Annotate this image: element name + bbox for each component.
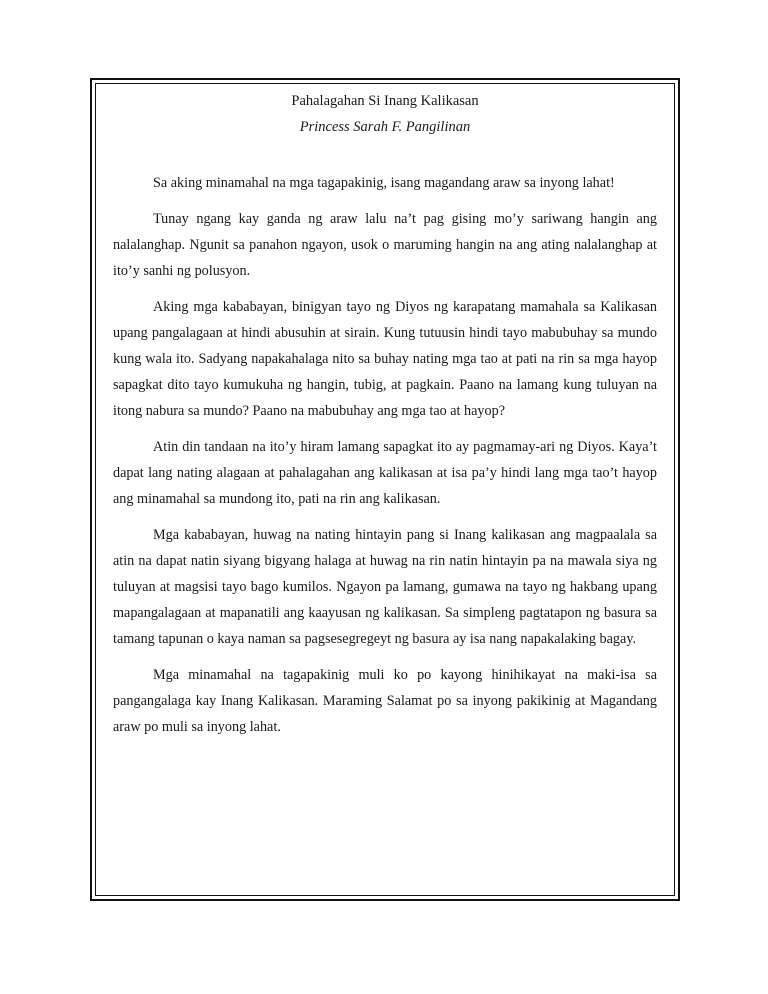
paragraph-closing: Mga minamahal na tagapakinig muli ko po kayong hinihikayat na maki-isa sa pangangalaga kay Inang Kalikasan. Maraming Salamat po sa inyong pakikinig at Magandang araw po muli sa inyong lahat. [113,667,657,735]
paragraph-4: Atin din tandaan na ito’y hiram lamang sapagkat ito ay pagmamay-ari ng Diyos. Kaya’t dapat lang nating alagaan at pahalagahan ang kalikasan at isa pa’y hindi lang mga tao’t hayop ang minamahal sa mundong ito, pati na rin ang kalikasan. [113,439,657,507]
paragraph-greeting: Sa aking minamahal na mga tagapakinig, isang magandang araw sa inyong lahat! [153,175,615,191]
paragraph-2: Tunay ngang kay ganda ng araw lalu na’t pag gising mo’y sariwang hangin ang nalalanghap. Ngunit sa panahon ngayon, usok o maruming hangin na ang ating nalalanghap at ito’y sanhi ng polusyon. [113,211,657,279]
document-author: Princess Sarah F. Pangilinan [299,119,471,135]
document-title: Pahalagahan Si Inang Kalikasan [291,93,479,109]
document-body [113,91,657,740]
page-border-inner [95,83,675,896]
page-border-outer [90,78,680,901]
paragraph-5: Mga kababayan, huwag na nating hintayin pang si Inang kalikasan ang magpaalala sa atin na dapat natin siyang bigyang halaga at huwag na rin natin hintayin pa na mawala siya ng tuluyan at magsisi tayo bago kumilos. Ngayon pa lamang, gumawa na tayo ng hakbang upang mapangalagaan at mapanatili ang kaayusan ng kalikasan. Sa simpleng pagtatapon ng basura sa tamang tapunan o kaya naman sa pagsesegregeyt ng basura ay isa nang napakalaking bagay. [113,527,657,647]
paragraph-3: Aking mga kababayan, binigyan tayo ng Diyos ng karapatang mamahala sa Kalikasan upang pangalagaan at hindi abusuhin at sirain. Kung tutuusin hindi tayo mabubuhay sa mundo kung wala ito. Sadyang napakahalaga nito sa buhay nating mga tao at pati na rin sa mga hayop sapagkat dito tayo kumukuha ng hangin, tubig, at pagkain. Paano na lamang kung tuluyan na itong nabura sa mundo? Paano na mabubuhay ang mga tao at hayop? [113,299,657,419]
